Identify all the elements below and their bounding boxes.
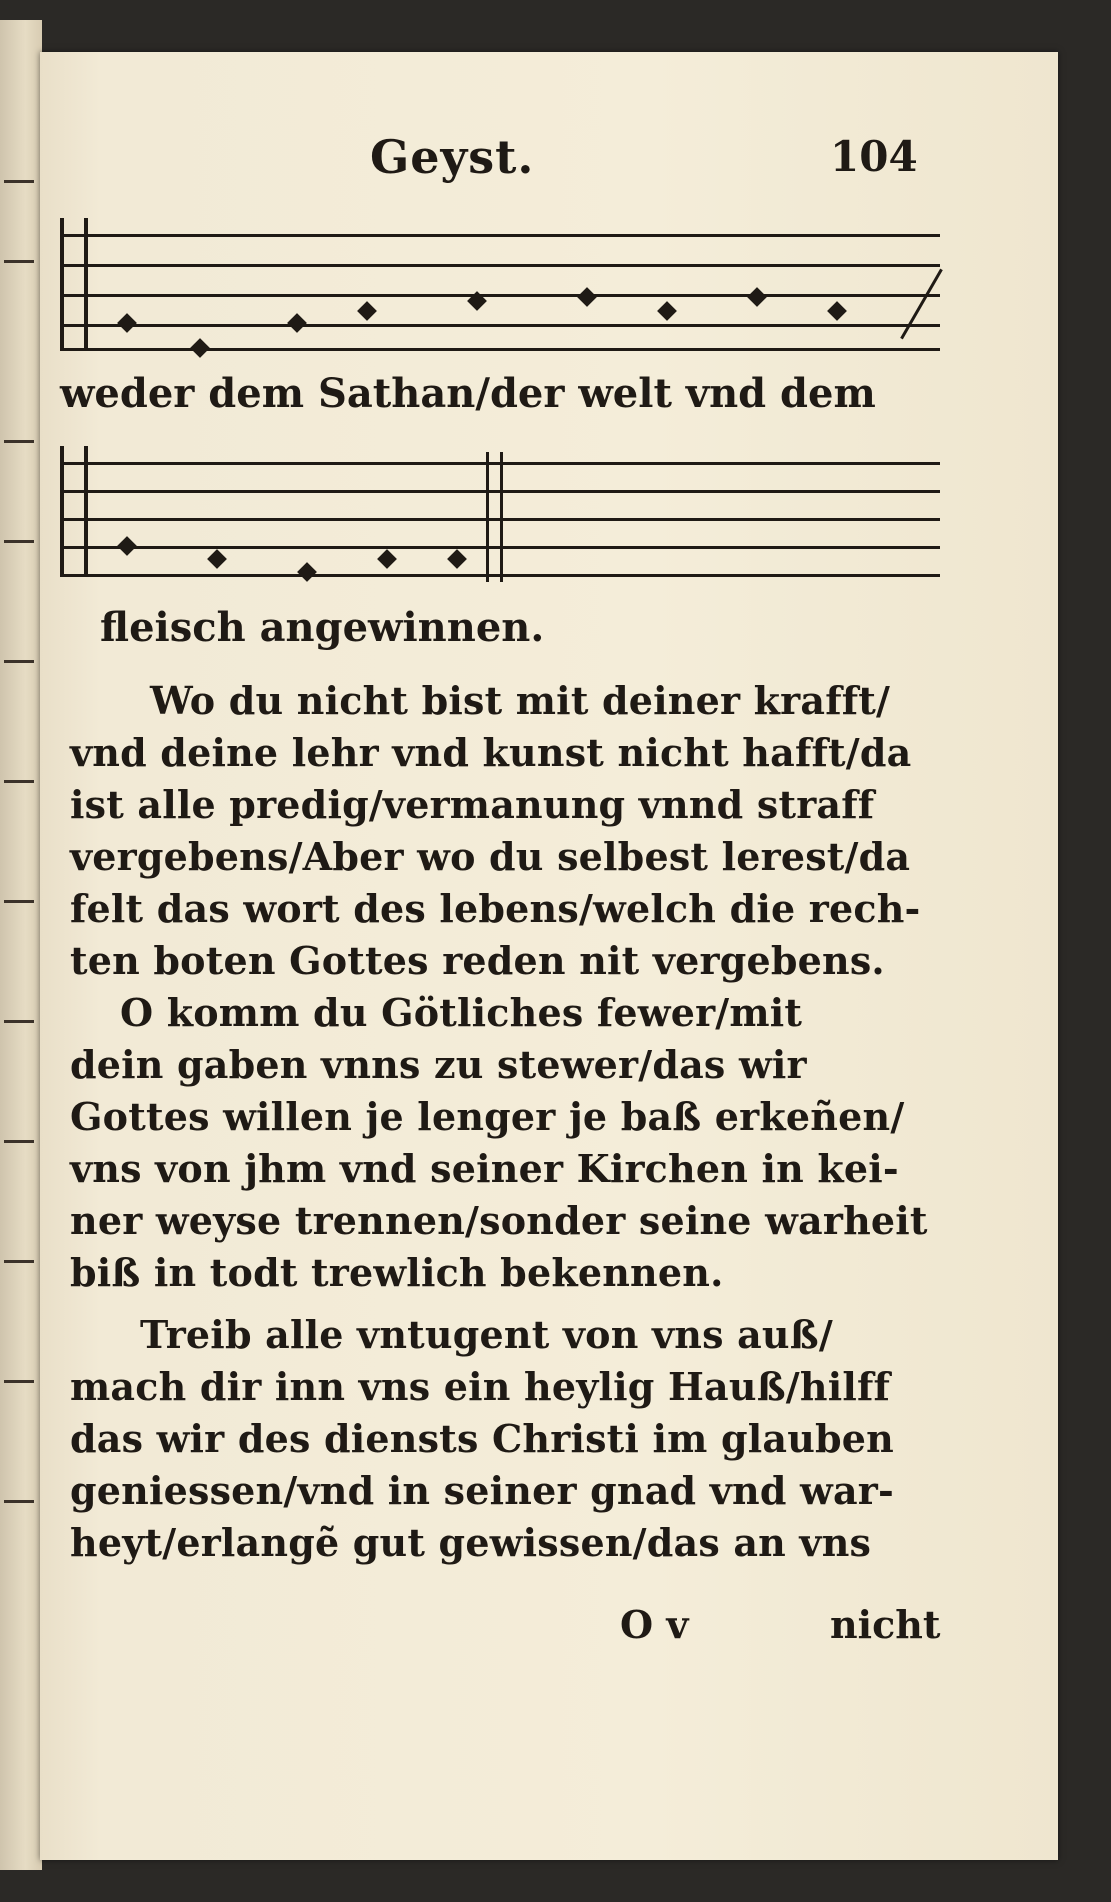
text-line: vnd deine lehr vnd kunst nicht hafft/da [70, 730, 912, 775]
music-staff-2 [60, 452, 940, 582]
catchword: nicht [830, 1602, 941, 1647]
text-line: ten boten Gottes reden nit vergebens. [70, 938, 885, 983]
music-staff-1 [60, 224, 940, 354]
text-line: das wir des diensts Christi im glauben [70, 1416, 895, 1461]
book-page [40, 52, 1058, 1860]
page-number: 104 [830, 132, 918, 181]
note [447, 549, 467, 569]
running-title: Geyst. [370, 130, 535, 184]
note [117, 313, 137, 333]
note [657, 301, 677, 321]
text-line: Gottes willen je lenger je baß erkeñen/ [70, 1094, 905, 1139]
signature-mark: O v [620, 1602, 689, 1647]
note [190, 338, 210, 358]
note [377, 549, 397, 569]
text-line: ner weyse trennen/sonder seine warheit [70, 1198, 928, 1243]
text-line: vns von jhm vnd seiner Kirchen in kei- [70, 1146, 899, 1191]
facing-page-edge [0, 20, 42, 1870]
note [207, 549, 227, 569]
text-line: felt das wort des lebens/welch die rech- [70, 886, 921, 931]
staff-clef [60, 218, 88, 348]
text-line: Wo du nicht bist mit deiner krafft/ [150, 678, 891, 723]
lyric-line-2: fleisch angewinnen. [100, 604, 545, 651]
note [827, 301, 847, 321]
double-barline [500, 452, 503, 582]
text-line: dein gaben vnns zu stewer/das wir [70, 1042, 807, 1087]
note [357, 301, 377, 321]
text-line: biß in todt trewlich bekennen. [70, 1250, 724, 1295]
staff-clef [60, 446, 88, 576]
text-line: vergebens/Aber wo du selbest lerest/da [70, 834, 911, 879]
note [117, 536, 137, 556]
note [287, 313, 307, 333]
note [747, 287, 767, 307]
lyric-line-1: weder dem Sathan/der welt vnd dem [60, 370, 876, 417]
text-line: mach dir inn vns ein heylig Hauß/hilff [70, 1364, 891, 1409]
note [577, 287, 597, 307]
text-line: ist alle predig/vermanung vnnd straff [70, 782, 875, 827]
text-line: geniessen/vnd in seiner gnad vnd war- [70, 1468, 894, 1513]
text-line: Treib alle vntugent von vns auß/ [140, 1312, 833, 1357]
text-line: heyt/erlangẽ gut gewissen/das an vns [70, 1520, 872, 1565]
custos [900, 269, 943, 340]
double-barline [486, 452, 489, 582]
note [297, 562, 317, 582]
text-line: O komm du Götliches fewer/mit [120, 990, 803, 1035]
